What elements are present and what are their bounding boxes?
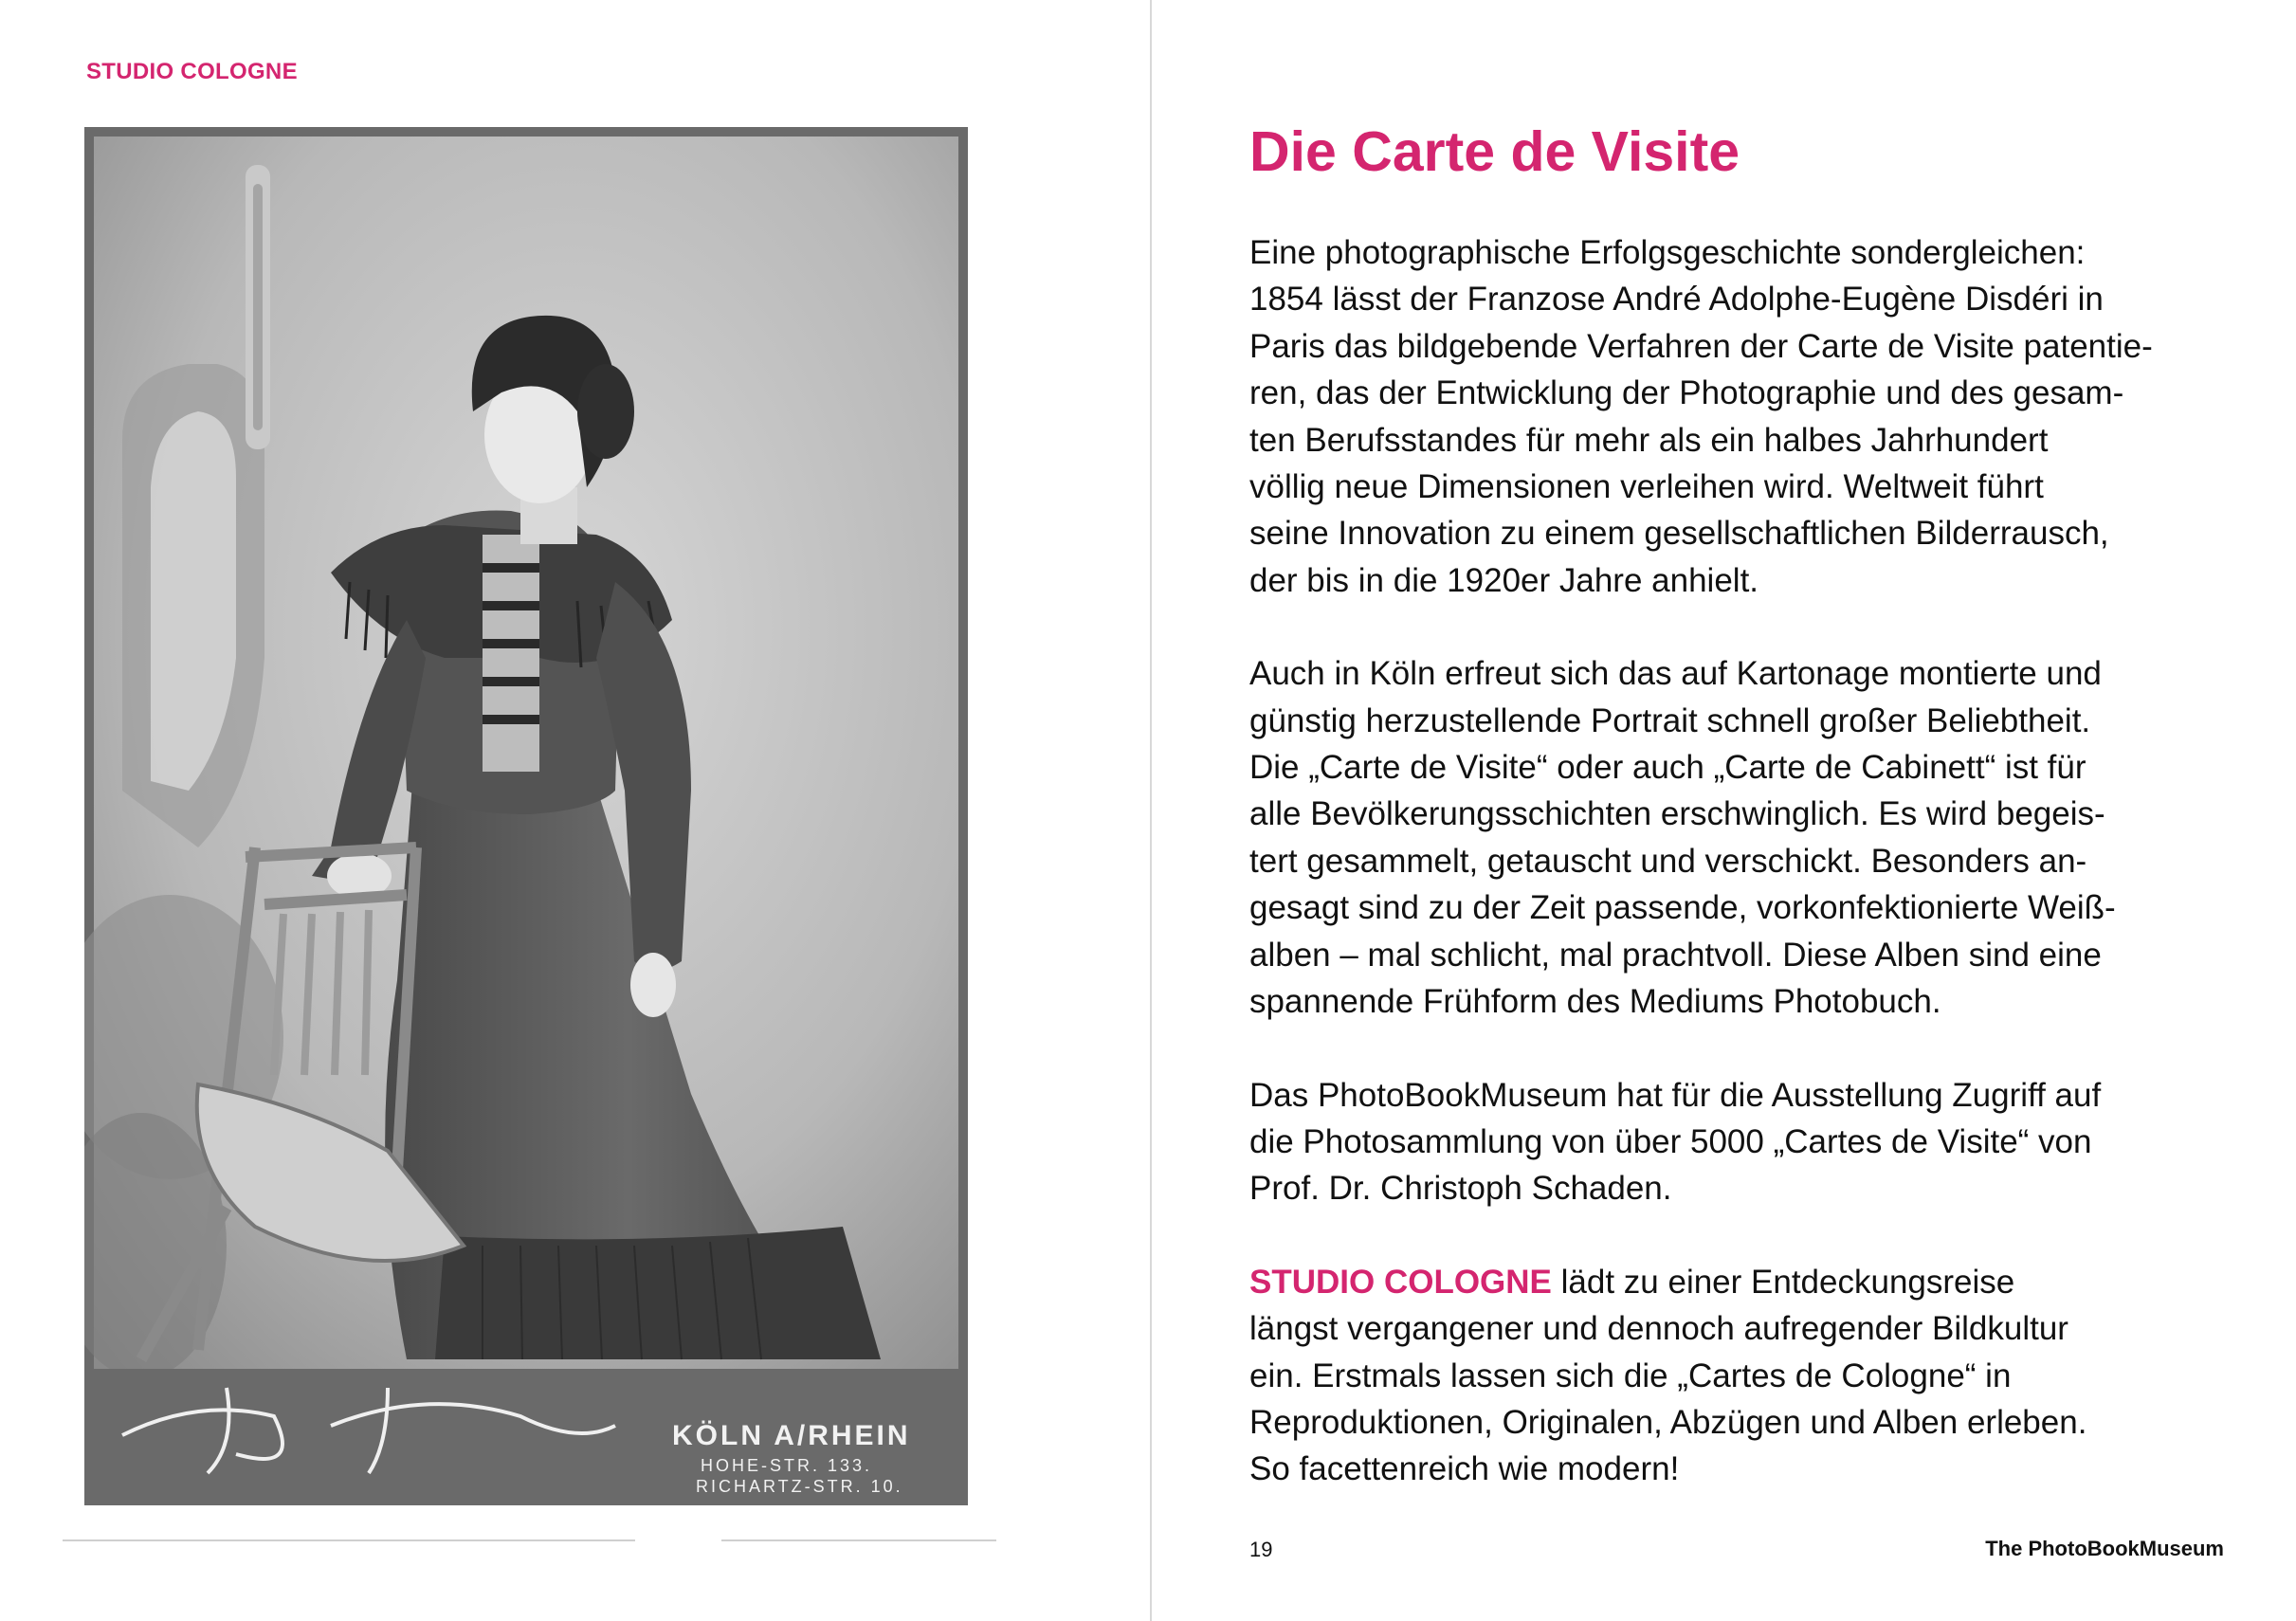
text-line: Prof. Dr. Christoph Schaden. (1249, 1170, 1672, 1208)
studio-cologne-brand: STUDIO COLOGNE (1249, 1263, 1552, 1301)
text-line: So facettenreich wie modern! (1249, 1450, 1680, 1488)
text-line: spannende Frühform des Mediums Photobuch. (1249, 983, 1941, 1021)
imprint-address-2: RICHARTZ-STR. 10. (696, 1477, 903, 1496)
text-line: Eine photographische Erfolgsgeschichte sondergleichen: (1249, 234, 2086, 271)
paragraph-invitation (1249, 1259, 2254, 1493)
text-line: Die „Carte de Visite“ oder auch „Carte de Cabinett“ ist für (1249, 749, 2086, 787)
text-line: ten Berufsstandes für mehr als ein halbes Jahrhundert (1249, 421, 2049, 459)
text-line: alben – mal schlicht, mal prachtvoll. Diese Alben sind eine (1249, 936, 2102, 974)
text-line: alle Bevölkerungsschichten erschwinglich. Es wird begeis- (1249, 795, 2105, 833)
text-line: völlig neue Dimensionen verleihen wird. Weltweit führt (1249, 468, 2044, 506)
text-line: seine Innovation zu einem gesellschaftlichen Bilderrausch, (1249, 515, 2109, 553)
page-title: Die Carte de Visite (1249, 120, 1740, 183)
footer-publisher: The PhotoBookMuseum (1985, 1537, 2224, 1560)
right-page (1153, 0, 2296, 1621)
text-line: tert gesammelt, getauscht und verschickt. Besonders an- (1249, 842, 2087, 880)
divider-rule (721, 1539, 996, 1541)
page-number: 19 (1249, 1538, 1273, 1561)
text-fragment: lädt zu einer Entdeckungsreise (1551, 1263, 2015, 1301)
text-line (1249, 1259, 2254, 1305)
paragraph-collection (1249, 1072, 2254, 1212)
body-text (1249, 229, 2254, 1539)
page-gutter (1150, 0, 1152, 1621)
paragraph-intro (1249, 229, 2254, 604)
text-line: längst vergangener und dennoch aufregender Bildkultur (1249, 1310, 2068, 1348)
text-line: günstig herzustellende Portrait schnell großer Beliebtheit. (1249, 701, 2091, 739)
imprint-address-1: HOHE-STR. 133. (701, 1456, 873, 1475)
text-line: die Photosammlung von über 5000 „Cartes de Visite“ von (1249, 1122, 2092, 1160)
text-line: ren, das der Entwicklung der Photographie und des gesam- (1249, 374, 2124, 412)
text-line: ein. Erstmals lassen sich die „Cartes de Cologne“ in (1249, 1357, 2012, 1394)
text-line: Paris das bildgebende Verfahren der Carte de Visite patentie- (1249, 327, 2153, 365)
running-head: STUDIO COLOGNE (86, 59, 298, 84)
paragraph-cologne (1249, 650, 2254, 1025)
divider-rule (63, 1539, 635, 1541)
text-line: gesagt sind zu der Zeit passende, vorkonfektionierte Weiß- (1249, 889, 2116, 927)
carte-de-visite-photo (84, 127, 968, 1505)
text-line: Auch in Köln erfreut sich das auf Kartonage montierte und (1249, 655, 2102, 693)
text-line: Reproduktionen, Originalen, Abzügen und Alben erleben. (1249, 1403, 2087, 1441)
imprint-city: KÖLN A/RHEIN (672, 1420, 911, 1451)
text-line: der bis in die 1920er Jahre anhielt. (1249, 561, 1759, 599)
text-line: Das PhotoBookMuseum hat für die Ausstellung Zugriff auf (1249, 1076, 2102, 1114)
portrait-photograph (84, 127, 968, 1505)
text-line: 1854 lässt der Franzose André Adolphe-Eugène Disdéri in (1249, 281, 2104, 319)
